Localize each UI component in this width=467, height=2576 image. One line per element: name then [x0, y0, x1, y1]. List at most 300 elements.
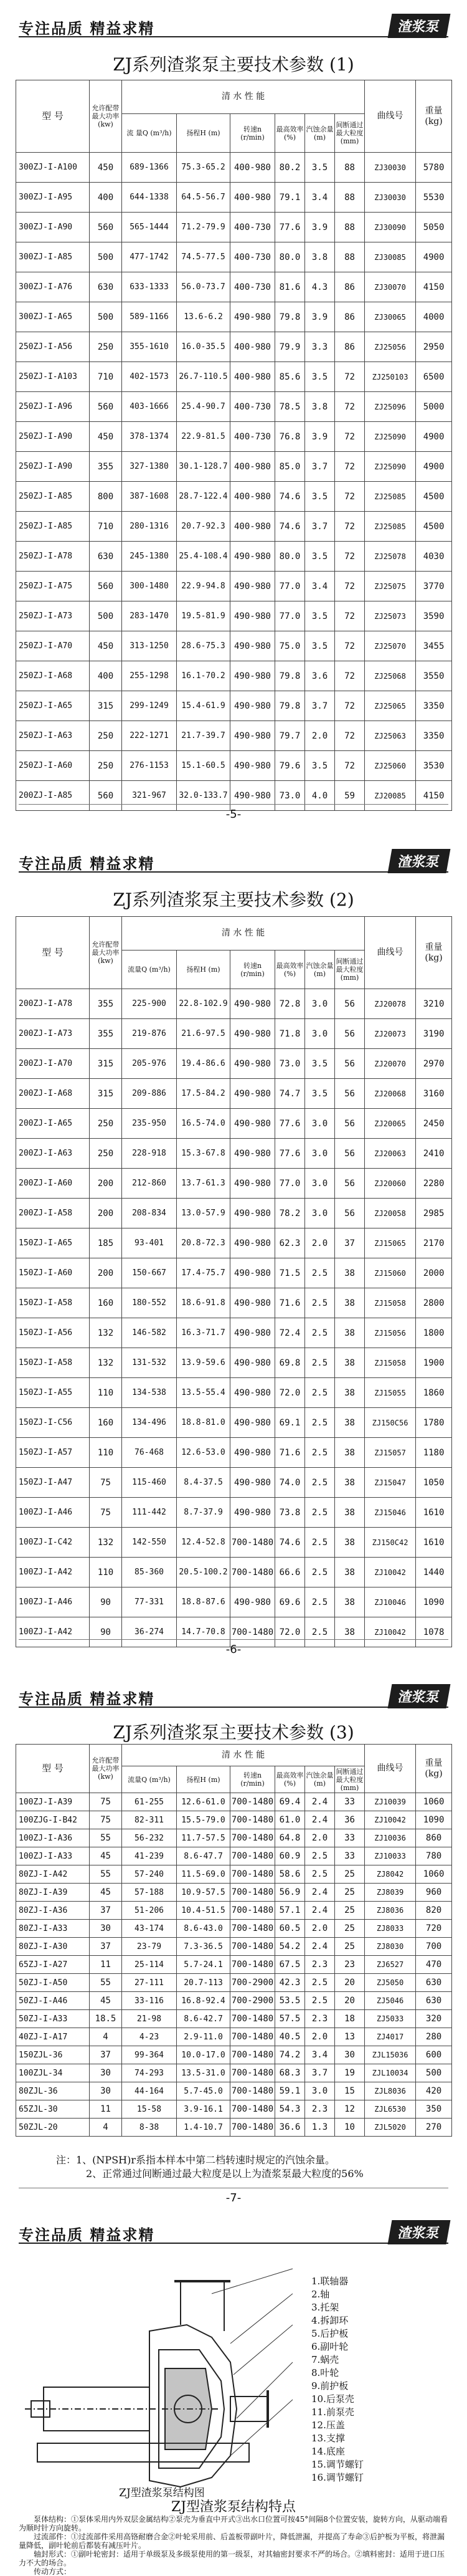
table-cell: 160 [90, 1288, 122, 1318]
table-cell: 400 [90, 183, 122, 213]
table-cell: 15.3-67.8 [177, 1139, 230, 1169]
col-header-flow: 流量Q (m³/h) [122, 1766, 177, 1793]
table-cell: 93-401 [122, 1228, 177, 1258]
table-cell: 13.9-59.6 [177, 1348, 230, 1378]
table-cell: 378-1374 [122, 422, 177, 452]
table-cell: 3350 [416, 691, 452, 721]
cell-model: 150ZJ-I-A58 [16, 1348, 90, 1378]
table-cell: 400-980 [230, 362, 275, 392]
table-cell: 2.0 [305, 1920, 335, 1938]
section-title: ZJ型渣浆泵结构特点 [171, 2499, 296, 2515]
table-cell: 18.8-81.0 [177, 1408, 230, 1438]
legend-item: 7.蜗壳 [311, 2354, 339, 2365]
table-cell: 3.5 [305, 751, 335, 781]
table-row [16, 1498, 452, 1528]
table-cell: ZJ8036 [365, 1902, 416, 1920]
cell-model: 50ZJ-I-A46 [16, 1992, 90, 2010]
table-row [16, 1811, 452, 1829]
table-cell: 700-1480 [230, 1902, 275, 1920]
table-row [16, 2119, 452, 2137]
table-cell: 79.1 [275, 183, 305, 213]
table-title: ZJ系列渣浆泵主要技术参数 (3) [113, 1722, 354, 1743]
table-cell: 490-980 [230, 1378, 275, 1408]
table-row [16, 1992, 452, 2010]
table-cell: 55 [90, 1865, 122, 1884]
table-row [16, 1079, 452, 1109]
table-cell: 75 [90, 1498, 122, 1528]
table-cell: 700 [416, 1938, 452, 1956]
table-row [16, 1139, 452, 1169]
table-cell: 110 [90, 1438, 122, 1468]
table-cell: 15 [335, 2082, 365, 2100]
table-row [16, 661, 452, 691]
table-cell: 16.5-74.0 [177, 1109, 230, 1139]
table-cell: 225-900 [122, 989, 177, 1019]
table-cell: 450 [90, 631, 122, 661]
col-header-weight: 重量 (kg) [416, 917, 452, 989]
table-cell: 500 [90, 601, 122, 631]
table-row [16, 691, 452, 721]
table-cell: 15-58 [122, 2100, 177, 2119]
table-cell: 355 [90, 989, 122, 1019]
table-cell: 2.4 [305, 1884, 335, 1902]
table-cell: 20.5-100.2 [177, 1558, 230, 1587]
paragraph: 泵体结构：①泵体采用内外双层金属结构②泵壳为垂直中开式③出水口位置可按45°间隔8个位置安装，旋转方向，从驱动端看为顺时针方向旋转。 [19, 2515, 448, 2532]
table-cell: 490-980 [230, 691, 275, 721]
note-line: 注：1、(NPSH)r系指本样本中第二档转速时规定的汽蚀余量。 [56, 2154, 335, 2166]
table-cell: 110 [90, 1378, 122, 1408]
table-cell: 219-876 [122, 1019, 177, 1049]
table-cell: 780 [416, 1847, 452, 1865]
table-cell: 4 [90, 2028, 122, 2046]
table-cell: 3190 [416, 1019, 452, 1049]
table-cell: 71.5 [275, 1258, 305, 1288]
cell-model: 65ZJ-I-A27 [16, 1956, 90, 1974]
table-cell: 1050 [416, 1468, 452, 1498]
table-cell: 69.1 [275, 1408, 305, 1438]
table-cell: 4.0 [305, 781, 335, 811]
table-cell: 12 [335, 2100, 365, 2119]
table-row [16, 601, 452, 631]
table-cell: 111-442 [122, 1498, 177, 1528]
table-cell: 3.0 [305, 2082, 335, 2100]
table-cell: 61.0 [275, 1811, 305, 1829]
table-cell: 700-1480 [230, 1920, 275, 1938]
table-title: ZJ系列渣浆泵主要技术参数 (1) [113, 54, 354, 75]
table-row [16, 213, 452, 242]
table-cell: 19 [335, 2064, 365, 2082]
table-cell: 38 [335, 1408, 365, 1438]
table-cell: ZJL8036 [365, 2082, 416, 2100]
table-cell: 490-980 [230, 1587, 275, 1617]
table-cell: 3.0 [305, 989, 335, 1019]
table-cell: 56 [335, 1019, 365, 1049]
table-row [16, 1169, 452, 1199]
table-cell: 490-980 [230, 1318, 275, 1348]
page-1 [0, 0, 467, 829]
cell-model: 250ZJ-I-A96 [16, 392, 90, 422]
table-row [16, 1049, 452, 1079]
table-cell: 38 [335, 1468, 365, 1498]
table-cell: 960 [416, 1884, 452, 1902]
table-cell: ZJ20078 [365, 989, 416, 1019]
table-cell: 400-730 [230, 422, 275, 452]
cell-model: 200ZJ-I-A70 [16, 1049, 90, 1079]
table-cell: 208-834 [122, 1199, 177, 1228]
table-cell: 320 [416, 2010, 452, 2028]
table-cell: 4900 [416, 242, 452, 272]
table-cell: 2.5 [305, 1438, 335, 1468]
table-cell: ZJ15057 [365, 1438, 416, 1468]
table-cell: 77.0 [275, 1169, 305, 1199]
legend-item: 12.压盖 [311, 2420, 345, 2431]
table-cell: 3770 [416, 572, 452, 601]
table-cell: 700-1480 [230, 2010, 275, 2028]
table-cell: 3.5 [305, 153, 335, 183]
cell-model: 150ZJ-I-A57 [16, 1438, 90, 1468]
table-cell: 71.8 [275, 1019, 305, 1049]
table-row [16, 1258, 452, 1288]
table-cell: ZJ25060 [365, 751, 416, 781]
legend-item: 8.叶轮 [311, 2367, 339, 2378]
col-header-power: 允许配带最大功率(kw) [90, 1745, 122, 1793]
paragraph: 轴封形式：①副叶轮密封：适用于单级泵及多级泵使用的第一级泵，对其轴密封要求不严的场合。②填料密封：适用于进口压力不大的场合。 [19, 2550, 445, 2567]
table-cell: 3.0 [305, 1139, 335, 1169]
table-cell: ZJ5046 [365, 1992, 416, 2010]
table-cell: 2.4 [305, 1811, 335, 1829]
table-cell: 350 [416, 2100, 452, 2119]
table-cell: 2.9-11.0 [177, 2028, 230, 2046]
table-cell: ZJ8042 [365, 1865, 416, 1884]
table-cell: 74.6 [275, 512, 305, 542]
cell-model: 200ZJ-I-A73 [16, 1019, 90, 1049]
cell-model: 300ZJ-I-A85 [16, 242, 90, 272]
table-cell: 56 [335, 1169, 365, 1199]
cell-model: 80ZJ-I-A42 [16, 1865, 90, 1884]
table-cell: 500 [90, 302, 122, 332]
section-body [19, 2515, 448, 2576]
table-cell: 2950 [416, 332, 452, 362]
col-header-performance: 清 水 性 能 [122, 1745, 365, 1766]
table-cell: 3.5 [305, 631, 335, 661]
table-cell: 700-1480 [230, 2082, 275, 2100]
table-cell: 7.3-36.5 [177, 1938, 230, 1956]
table-cell: 36.6 [275, 2119, 305, 2137]
table-cell: 250 [90, 751, 122, 781]
table-cell: 20.7-92.3 [177, 512, 230, 542]
table-cell: 403-1666 [122, 392, 177, 422]
table-cell: 2.5 [305, 1558, 335, 1587]
table-cell: 77.0 [275, 601, 305, 631]
table-cell: 400-730 [230, 392, 275, 422]
table-cell: 110 [90, 1558, 122, 1587]
legend-item: 16.调节螺钉 [311, 2472, 364, 2483]
table-row [16, 183, 452, 213]
table-cell: 37 [90, 1938, 122, 1956]
table-cell: 33 [335, 1847, 365, 1865]
table-title: ZJ系列渣浆泵主要技术参数 (2) [113, 889, 354, 910]
cell-model: 80ZJ-I-A33 [16, 1920, 90, 1938]
table-cell: 72 [335, 542, 365, 572]
table-cell: 490-980 [230, 1079, 275, 1109]
legend-item: 3.托架 [311, 2302, 339, 2313]
table-cell: 30 [335, 2046, 365, 2064]
table-cell: 450 [90, 153, 122, 183]
table-cell: 88 [335, 183, 365, 213]
table-cell: 12.4-52.8 [177, 1528, 230, 1558]
col-header-eff: 最高效率 (%) [275, 114, 305, 153]
table-cell: 235-950 [122, 1109, 177, 1139]
table-cell: ZJ20058 [365, 1199, 416, 1228]
table-cell: 2.5 [305, 1348, 335, 1378]
table-cell: ZJ30065 [365, 302, 416, 332]
table-cell: ZJ25090 [365, 422, 416, 452]
table-cell: 22.8-102.9 [177, 989, 230, 1019]
table-cell: 86 [335, 332, 365, 362]
table-cell: 490-980 [230, 1139, 275, 1169]
table-cell: 565-1444 [122, 213, 177, 242]
table-cell: 99-364 [122, 2046, 177, 2064]
paragraph: 传动方式： [34, 2567, 72, 2576]
table-cell: 79.8 [275, 302, 305, 332]
table-row [16, 482, 452, 512]
table-cell: 79.9 [275, 332, 305, 362]
table-row [16, 362, 452, 392]
table-row [16, 512, 452, 542]
table-cell: 72.8 [275, 989, 305, 1019]
cell-model: 250ZJ-I-A85 [16, 512, 90, 542]
table-cell: 60.5 [275, 1920, 305, 1938]
table-cell: 59.1 [275, 2082, 305, 2100]
cell-model: 200ZJ-I-A85 [16, 781, 90, 811]
col-header-curve: 曲线号 [365, 80, 416, 153]
table-cell: 43-174 [122, 1920, 177, 1938]
table-cell: 25 [335, 1865, 365, 1884]
table-cell: 90 [90, 1587, 122, 1617]
table-cell: 3350 [416, 721, 452, 751]
col-header-npsh: 汽蚀余量 (m) [305, 950, 335, 989]
table-cell: 4 [90, 2119, 122, 2137]
table-cell: 76.8 [275, 422, 305, 452]
table-cell: 72 [335, 691, 365, 721]
page-2 [0, 835, 467, 1664]
table-cell: 560 [90, 572, 122, 601]
table-cell: 72.0 [275, 1617, 305, 1647]
table-row [16, 1938, 452, 1956]
table-cell: ZJ25063 [365, 721, 416, 751]
note-line: 2、正常通过间断通过最大粒度是以上为渣浆泵最大粒度的56% [86, 2168, 364, 2180]
table-cell: 315 [90, 1079, 122, 1109]
table-row [16, 631, 452, 661]
cell-model: 200ZJ-I-A65 [16, 1109, 90, 1139]
table-cell: 23 [335, 1956, 365, 1974]
table-cell: 3.5 [305, 482, 335, 512]
table-cell: 2.5 [305, 1498, 335, 1528]
table-cell: 38 [335, 1558, 365, 1587]
table-cell: 400-980 [230, 482, 275, 512]
table-cell: 490-980 [230, 1199, 275, 1228]
table-cell: 630 [416, 1974, 452, 1992]
table-cell: 283-1470 [122, 601, 177, 631]
table-cell: 74.5-77.5 [177, 242, 230, 272]
table-cell: 78.5 [275, 392, 305, 422]
table-cell: 38 [335, 1528, 365, 1558]
table-cell: 38 [335, 1438, 365, 1468]
table-cell: 5530 [416, 183, 452, 213]
table-cell: 860 [416, 1829, 452, 1847]
table-cell: 38 [335, 1288, 365, 1318]
cell-model: 100ZJ-I-A46 [16, 1587, 90, 1617]
col-header-particle: 间断通过最大粒度 (mm) [335, 114, 365, 153]
table-cell: 300-1480 [122, 572, 177, 601]
cell-model: 150ZJ-I-A65 [16, 1228, 90, 1258]
table-cell: 77.6 [275, 1109, 305, 1139]
table-cell: ZJ25075 [365, 572, 416, 601]
table-cell: 73.0 [275, 1049, 305, 1079]
table-cell: 64.8 [275, 1829, 305, 1847]
table-cell: 74.6 [275, 482, 305, 512]
table-row [16, 2028, 452, 2046]
table-cell: 77-331 [122, 1587, 177, 1617]
cell-model: 100ZJ-I-A33 [16, 1847, 90, 1865]
cell-model: 100ZJ-I-A39 [16, 1793, 90, 1811]
table-cell: 255-1298 [122, 661, 177, 691]
col-header-npsh: 汽蚀余量 (m) [305, 114, 335, 153]
table-cell: 72 [335, 422, 365, 452]
table-cell: 23-79 [122, 1938, 177, 1956]
table-cell: 3.5 [305, 1049, 335, 1079]
table-cell: 400-980 [230, 332, 275, 362]
table-cell: 72.0 [275, 1378, 305, 1408]
cell-model: 80ZJL-36 [16, 2082, 90, 2100]
table-cell: 2000 [416, 1258, 452, 1288]
table-cell: 134-538 [122, 1378, 177, 1408]
table-cell: 80.0 [275, 542, 305, 572]
table-cell: 250 [90, 1139, 122, 1169]
table-cell: 25 [335, 1938, 365, 1956]
table-cell: 56 [335, 1079, 365, 1109]
table-cell: 30.1-128.7 [177, 452, 230, 482]
table-cell: ZJ15058 [365, 1288, 416, 1318]
table-cell: 13.0-57.9 [177, 1199, 230, 1228]
table-cell: ZJ25085 [365, 512, 416, 542]
cell-model: 150ZJ-I-A56 [16, 1318, 90, 1348]
table-cell: 2.0 [305, 1228, 335, 1258]
table-row [16, 1199, 452, 1228]
table-cell: 72 [335, 751, 365, 781]
table-cell: 4150 [416, 272, 452, 302]
table-cell: 321-967 [122, 781, 177, 811]
table-cell: 18 [335, 2010, 365, 2028]
table-cell: 25-114 [122, 1956, 177, 1974]
table-cell: 700-1480 [230, 1793, 275, 1811]
cell-model: 250ZJ-I-A78 [16, 542, 90, 572]
table-cell: 280-1316 [122, 512, 177, 542]
table-cell: 82-311 [122, 1811, 177, 1829]
table-cell: 22.9-81.5 [177, 422, 230, 452]
cell-model: 150ZJ-I-C56 [16, 1408, 90, 1438]
table-cell: 490-980 [230, 1498, 275, 1528]
table-cell: 2.3 [305, 2010, 335, 2028]
table-cell: 250 [90, 332, 122, 362]
table-cell: 1610 [416, 1528, 452, 1558]
table-cell: ZJ8039 [365, 1884, 416, 1902]
table-cell: 2170 [416, 1228, 452, 1258]
cell-model: 40ZJ-I-A17 [16, 2028, 90, 2046]
table-cell: 700-1480 [230, 1528, 275, 1558]
table-cell: 53.5 [275, 1992, 305, 2010]
table-cell: ZJ10046 [365, 1587, 416, 1617]
table-cell: 3.7 [305, 512, 335, 542]
table-cell: 315 [90, 691, 122, 721]
col-header-power: 允许配带最大功率(kw) [90, 80, 122, 153]
table-cell: 58.6 [275, 1865, 305, 1884]
table-cell: 75.0 [275, 631, 305, 661]
table-cell: 2.5 [305, 1847, 335, 1865]
table-cell: 490-980 [230, 1169, 275, 1199]
table-cell: 56 [335, 1199, 365, 1228]
table-cell: ZJ25096 [365, 392, 416, 422]
table-cell: 66.6 [275, 1558, 305, 1587]
table-cell: 16.3-71.7 [177, 1318, 230, 1348]
table-cell: 37 [335, 1228, 365, 1258]
brand-badge: 渣浆泵 [388, 14, 451, 38]
table-cell: ZJ30030 [365, 153, 416, 183]
table-cell: 69.8 [275, 1348, 305, 1378]
table-cell: ZJ20070 [365, 1049, 416, 1079]
cell-model: 100ZJ-I-A42 [16, 1617, 90, 1647]
table-cell: 11 [90, 1956, 122, 1974]
table-cell: 42.3 [275, 1974, 305, 1992]
table-row [16, 2046, 452, 2064]
table-cell: 700-1480 [230, 1617, 275, 1647]
table-cell: ZJ20085 [365, 781, 416, 811]
table-cell: 490-980 [230, 631, 275, 661]
table-cell: 3.5 [305, 362, 335, 392]
page-divider [19, 804, 448, 805]
table-cell: 1078 [416, 1617, 452, 1647]
table-cell: 25 [335, 1884, 365, 1902]
table-cell: 45 [90, 1847, 122, 1865]
table-cell: 4.3 [305, 272, 335, 302]
table-cell: 212-860 [122, 1169, 177, 1199]
table-row [16, 242, 452, 272]
table-cell: 11.7-57.5 [177, 1829, 230, 1847]
table-cell: 73.8 [275, 1498, 305, 1528]
cell-model: 150ZJL-36 [16, 2046, 90, 2064]
table-cell: 400-730 [230, 272, 275, 302]
cell-model: 50ZJ-I-A33 [16, 2010, 90, 2028]
table-cell: 3455 [416, 631, 452, 661]
table-cell: 400 [90, 661, 122, 691]
cell-model: 300ZJ-I-A65 [16, 302, 90, 332]
table-cell: 88 [335, 213, 365, 242]
table-cell: 500 [416, 2064, 452, 2082]
cell-model: 100ZJL-34 [16, 2064, 90, 2082]
table-cell: 2.5 [305, 1617, 335, 1647]
cell-model: 80ZJ-I-A36 [16, 1902, 90, 1920]
table-cell: 560 [90, 213, 122, 242]
table-notes [56, 2153, 442, 2181]
table-cell: 85.6 [275, 362, 305, 392]
table-cell: 72 [335, 452, 365, 482]
table-cell: 90 [90, 1617, 122, 1647]
table-cell: 200 [90, 1199, 122, 1228]
cell-model: 150ZJ-I-A58 [16, 1288, 90, 1318]
table-row [16, 1884, 452, 1902]
table-cell: 2.5 [305, 1974, 335, 1992]
table-cell: 38 [335, 1587, 365, 1617]
